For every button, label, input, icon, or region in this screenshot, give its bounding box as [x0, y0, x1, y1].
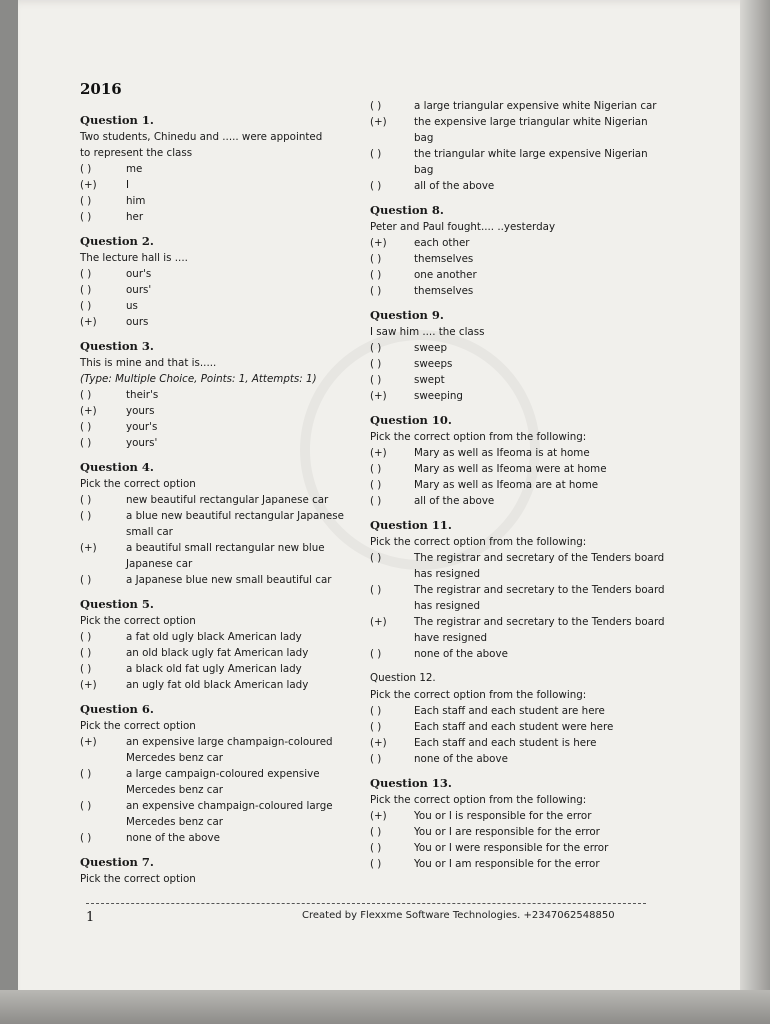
answer-text: Each staff and each student is here — [414, 737, 597, 749]
answer-text: an old black ugly fat American lady — [126, 647, 309, 659]
answer-option — [80, 661, 350, 677]
question-block — [370, 517, 670, 662]
answer-text: a large campaign-coloured expensive Mercedes benz car — [126, 768, 320, 796]
answer-mark: ( ) — [80, 663, 92, 675]
answer-option — [80, 177, 350, 193]
answer-option — [370, 98, 670, 114]
answer-mark: ( ) — [80, 832, 92, 844]
answer-text: Each staff and each student were here — [414, 721, 614, 733]
answer-mark: ( ) — [80, 647, 92, 659]
answer-option — [80, 798, 350, 830]
answer-text: all of the above — [414, 495, 495, 507]
answer-text: their's — [126, 389, 159, 401]
answer-option — [370, 356, 670, 372]
answer-option — [370, 840, 670, 856]
answer-text: him — [126, 195, 146, 207]
question-title: Question 7. — [80, 855, 154, 869]
answer-text: each other — [414, 237, 470, 249]
question-block — [370, 775, 670, 872]
answer-option — [370, 808, 670, 824]
answer-text: a fat old ugly black American lady — [126, 631, 302, 643]
answer-option — [370, 614, 670, 646]
correct-answer-mark: (+) — [370, 810, 387, 822]
answer-text: an ugly fat old black American lady — [126, 679, 309, 691]
answer-option — [370, 493, 670, 509]
answer-option — [80, 282, 350, 298]
question-prompt: This is mine and that is..... — [80, 357, 217, 369]
answer-option — [370, 703, 670, 719]
answer-option — [370, 824, 670, 840]
answer-mark: ( ) — [80, 437, 92, 449]
answer-mark: ( ) — [370, 753, 382, 765]
answer-text: her — [126, 211, 144, 223]
answer-mark: ( ) — [80, 574, 92, 586]
answer-text: none of the above — [126, 832, 220, 844]
answer-text: You or I is responsible for the error — [414, 810, 592, 822]
right-column — [370, 98, 670, 880]
correct-answer-mark: (+) — [80, 736, 97, 748]
answer-option — [80, 193, 350, 209]
answer-option — [370, 372, 670, 388]
answer-option — [80, 645, 350, 661]
answer-option — [80, 419, 350, 435]
answer-option — [80, 572, 350, 588]
answer-mark: ( ) — [80, 163, 92, 175]
correct-answer-mark: (+) — [370, 116, 387, 128]
answer-option — [80, 314, 350, 330]
answer-text: a black old fat ugly American lady — [126, 663, 302, 675]
answer-text: Each staff and each student are here — [414, 705, 605, 717]
answer-option — [370, 114, 670, 146]
question-block — [80, 596, 350, 693]
question-prompt: Pick the correct option — [80, 720, 196, 732]
question-block — [370, 202, 670, 299]
answer-mark: ( ) — [370, 584, 382, 596]
page-number: 1 — [86, 910, 95, 925]
answer-mark: ( ) — [80, 421, 92, 433]
answer-option — [370, 146, 670, 178]
answer-text: an expensive large champaign-coloured Mercedes benz car — [126, 736, 333, 764]
question-prompt: Two students, Chinedu and ..... were appointed — [80, 131, 323, 143]
answer-option — [370, 445, 670, 461]
answer-text: me — [126, 163, 143, 175]
answer-option — [80, 298, 350, 314]
answer-option — [370, 251, 670, 267]
question-title: Question 1. — [80, 113, 154, 127]
answer-text: I — [126, 179, 130, 191]
answer-mark: ( ) — [370, 479, 382, 491]
answer-option — [80, 677, 350, 693]
answer-text: The registrar and secretary to the Tenders board has resigned — [414, 584, 665, 612]
answer-option — [80, 766, 350, 798]
question-block — [370, 412, 670, 509]
question-block — [80, 854, 350, 887]
question-prompt: to represent the class — [80, 147, 193, 159]
question-prompt: Pick the correct option from the following: — [370, 431, 587, 443]
correct-answer-mark: (+) — [80, 179, 97, 191]
answer-mark: ( ) — [370, 374, 382, 386]
answer-mark: ( ) — [80, 631, 92, 643]
question-title: Question 12. — [370, 672, 436, 684]
answer-option — [370, 340, 670, 356]
answer-option — [80, 266, 350, 282]
answer-option — [80, 403, 350, 419]
correct-answer-mark: (+) — [80, 542, 97, 554]
answer-mark: ( ) — [370, 342, 382, 354]
answer-mark: ( ) — [370, 148, 382, 160]
answer-text: the expensive large triangular white Nigerian bag — [414, 116, 648, 144]
answer-text: themselves — [414, 253, 474, 265]
answer-mark: ( ) — [370, 495, 382, 507]
answer-mark: ( ) — [370, 858, 382, 870]
answer-option — [370, 646, 670, 662]
answer-option — [80, 734, 350, 766]
answer-option — [370, 235, 670, 251]
question-prompt: Peter and Paul fought.... ..yesterday — [370, 221, 556, 233]
question-title: Question 8. — [370, 203, 444, 217]
correct-answer-mark: (+) — [370, 737, 387, 749]
question-block — [80, 701, 350, 846]
question-block — [370, 307, 670, 404]
answer-text: ours' — [126, 284, 152, 296]
scanner-bottom-edge — [0, 990, 770, 1024]
question-prompt: Pick the correct option from the following: — [370, 536, 587, 548]
answer-option — [370, 178, 670, 194]
footer-divider — [86, 903, 646, 904]
answer-text: The registrar and secretary of the Tenders board has resigned — [414, 552, 665, 580]
answer-mark: ( ) — [80, 800, 92, 812]
answer-text: none of the above — [414, 648, 508, 660]
answer-option — [80, 209, 350, 225]
answer-mark: ( ) — [370, 100, 382, 112]
answer-option — [80, 435, 350, 451]
answer-mark: ( ) — [370, 721, 382, 733]
answer-mark: ( ) — [80, 768, 92, 780]
correct-answer-mark: (+) — [80, 316, 97, 328]
answer-mark: ( ) — [370, 180, 382, 192]
answer-option — [80, 830, 350, 846]
question-prompt: The lecture hall is .... — [80, 252, 188, 264]
answer-text: You or I were responsible for the error — [414, 842, 609, 854]
answer-option — [370, 582, 670, 614]
correct-answer-mark: (+) — [80, 679, 97, 691]
answer-text: us — [126, 300, 138, 312]
answer-text: new beautiful rectangular Japanese car — [126, 494, 329, 506]
answer-text: one another — [414, 269, 477, 281]
answer-mark: ( ) — [370, 705, 382, 717]
question-title: Question 2. — [80, 234, 154, 248]
answer-text: Mary as well as Ifeoma are at home — [414, 479, 599, 491]
answer-text: Mary as well as Ifeoma is at home — [414, 447, 590, 459]
answer-option — [370, 283, 670, 299]
question-block — [80, 459, 350, 588]
question-note: (Type: Multiple Choice, Points: 1, Attempts: 1) — [80, 373, 317, 385]
answer-text: ours — [126, 316, 149, 328]
answer-mark: ( ) — [370, 285, 382, 297]
answer-text: sweep — [414, 342, 447, 354]
question-prompt: Pick the correct option — [80, 873, 196, 885]
answer-option — [80, 508, 350, 540]
answer-mark: ( ) — [370, 842, 382, 854]
question-prompt: Pick the correct option — [80, 615, 196, 627]
question-prompt: Pick the correct option from the following: — [370, 689, 587, 701]
answer-option — [370, 388, 670, 404]
answer-mark: ( ) — [370, 253, 382, 265]
answer-option — [370, 719, 670, 735]
answer-text: the triangular white large expensive Nigerian bag — [414, 148, 648, 176]
answer-mark: ( ) — [80, 284, 92, 296]
answer-option — [370, 477, 670, 493]
answer-option — [370, 461, 670, 477]
answer-text: all of the above — [414, 180, 495, 192]
answer-mark: ( ) — [370, 358, 382, 370]
answer-mark: ( ) — [370, 552, 382, 564]
answer-option — [80, 540, 350, 572]
correct-answer-mark: (+) — [370, 237, 387, 249]
answer-option — [80, 161, 350, 177]
question-title: Question 10. — [370, 413, 452, 427]
answer-mark: ( ) — [80, 195, 92, 207]
answer-text: You or I am responsible for the error — [414, 858, 600, 870]
answer-option — [80, 492, 350, 508]
question-block — [370, 670, 670, 767]
question-title: Question 3. — [80, 339, 154, 353]
answer-text: Mary as well as Ifeoma were at home — [414, 463, 607, 475]
answer-text: a Japanese blue new small beautiful car — [126, 574, 332, 586]
answer-text: a large triangular expensive white Nigerian car — [414, 100, 657, 112]
answer-option — [370, 267, 670, 283]
answer-option — [80, 629, 350, 645]
page-edge-shadow — [740, 0, 770, 1024]
question-block — [370, 98, 670, 194]
answer-mark: ( ) — [80, 494, 92, 506]
answer-text: sweeps — [414, 358, 453, 370]
answer-mark: ( ) — [80, 389, 92, 401]
left-column — [80, 112, 350, 895]
answer-text: a blue new beautiful rectangular Japanese small car — [126, 510, 344, 538]
answer-text: swept — [414, 374, 445, 386]
answer-text: sweeping — [414, 390, 463, 402]
question-title: Question 11. — [370, 518, 452, 532]
answer-text: a beautiful small rectangular new blue Japanese car — [126, 542, 325, 570]
correct-answer-mark: (+) — [370, 390, 387, 402]
exam-year: 2016 — [80, 80, 122, 98]
answer-mark: ( ) — [80, 268, 92, 280]
answer-mark: ( ) — [80, 211, 92, 223]
answer-text: none of the above — [414, 753, 508, 765]
answer-mark: ( ) — [370, 463, 382, 475]
correct-answer-mark: (+) — [370, 616, 387, 628]
answer-option — [80, 387, 350, 403]
answer-option — [370, 550, 670, 582]
answer-text: The registrar and secretary to the Tenders board have resigned — [414, 616, 665, 644]
question-title: Question 4. — [80, 460, 154, 474]
answer-text: yours — [126, 405, 155, 417]
correct-answer-mark: (+) — [370, 447, 387, 459]
answer-mark: ( ) — [370, 269, 382, 281]
question-prompt: I saw him .... the class — [370, 326, 485, 338]
answer-option — [370, 751, 670, 767]
footer-credit: Created by Flexxme Software Technologies. +2347062548850 — [302, 910, 615, 921]
answer-text: themselves — [414, 285, 474, 297]
question-block — [80, 338, 350, 451]
question-title: Question 9. — [370, 308, 444, 322]
answer-text: yours' — [126, 437, 158, 449]
question-title: Question 13. — [370, 776, 452, 790]
question-block — [80, 112, 350, 225]
answer-text: your's — [126, 421, 158, 433]
answer-text: an expensive champaign-coloured large Mercedes benz car — [126, 800, 333, 828]
answer-mark: ( ) — [80, 510, 92, 522]
answer-mark: ( ) — [370, 648, 382, 660]
answer-option — [370, 735, 670, 751]
question-prompt: Pick the correct option — [80, 478, 196, 490]
answer-text: You or I are responsible for the error — [414, 826, 600, 838]
answer-mark: ( ) — [80, 300, 92, 312]
question-title: Question 5. — [80, 597, 154, 611]
answer-mark: ( ) — [370, 826, 382, 838]
question-block — [80, 233, 350, 330]
answer-option — [370, 856, 670, 872]
answer-text: our's — [126, 268, 152, 280]
correct-answer-mark: (+) — [80, 405, 97, 417]
question-title: Question 6. — [80, 702, 154, 716]
question-prompt: Pick the correct option from the following: — [370, 794, 587, 806]
